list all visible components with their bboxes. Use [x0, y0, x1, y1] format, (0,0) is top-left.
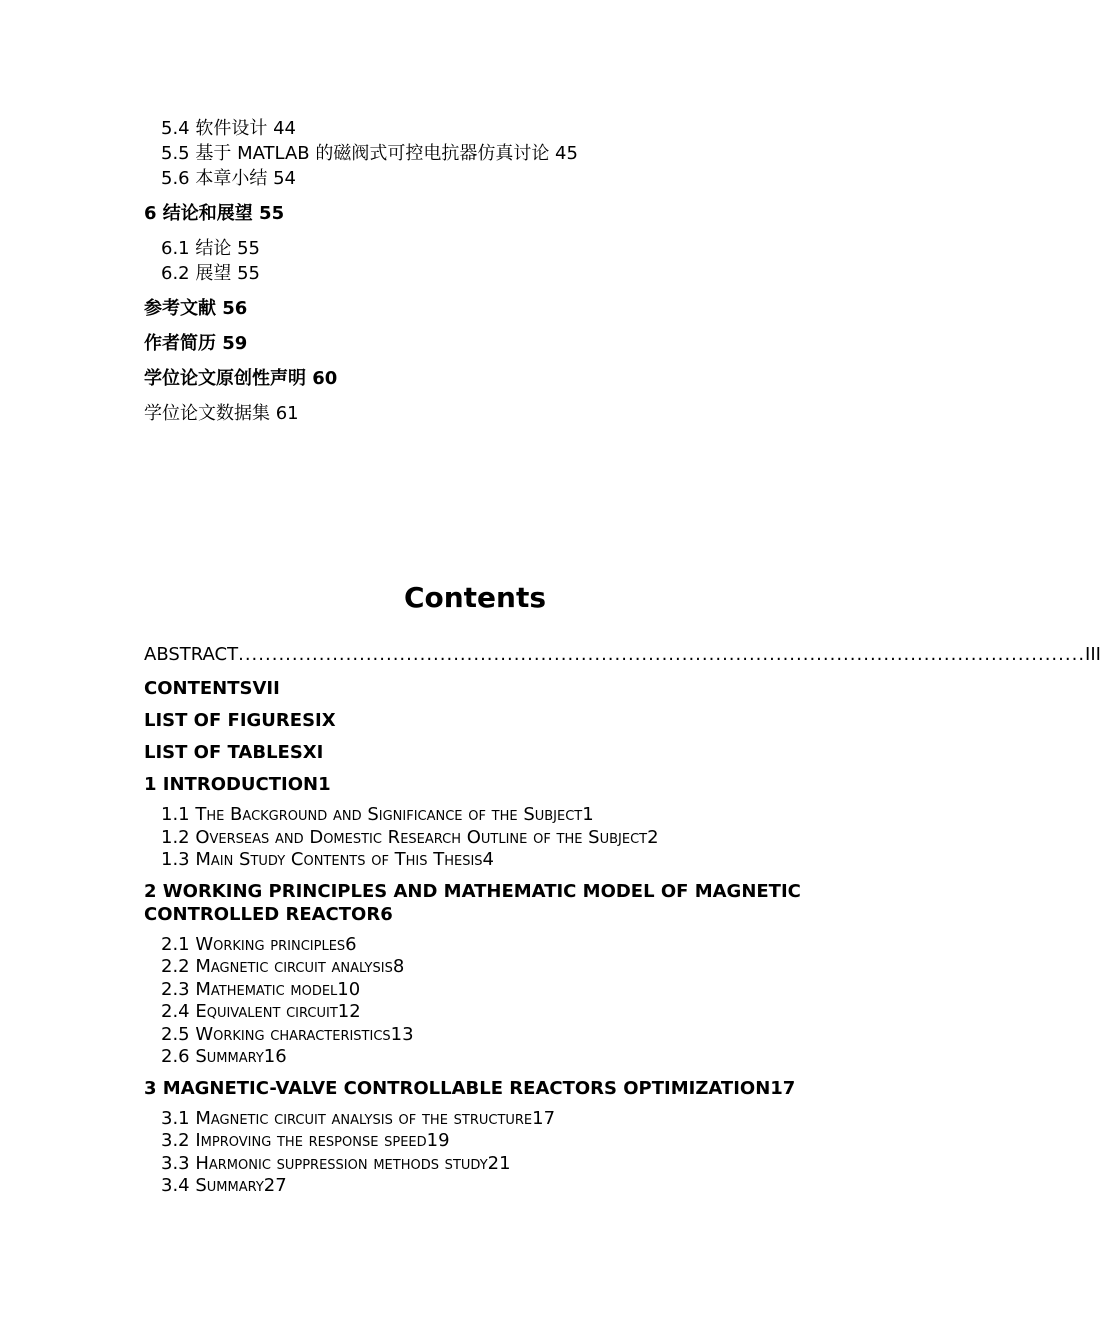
toc-dot-leader: ..............................................................................................................................	[238, 644, 1086, 665]
toc-entry: 3.3 Harmonic suppression methods study21	[161, 1152, 511, 1174]
toc-entry: 3.4 Summary27	[161, 1175, 287, 1196]
toc-chapter: LIST OF FIGURESIX	[144, 710, 336, 731]
toc-entry: 1.3 Main Study Contents of This Thesis4	[161, 849, 494, 870]
toc-chapter: 作者简历 59	[144, 333, 248, 354]
toc-chapter: 学位论文数据集 61	[144, 403, 299, 424]
toc-entry: 3.1 Magnetic circuit analysis of the structure17	[161, 1107, 556, 1129]
toc-chapter: 2 WORKING PRINCIPLES AND MATHEMATIC MODEL OF MAGNETIC CONTROLLED REACTOR6	[144, 880, 801, 925]
toc-chapter: 6 结论和展望 55	[144, 203, 285, 224]
toc-entry: 5.5 基于 MATLAB 的磁阀式可控电抗器仿真讨论 45	[161, 143, 578, 164]
toc-entry: 1.2 Overseas and Domestic Research Outline of the Subject2	[161, 826, 659, 848]
toc-entry: 2.5 Working characteristics13	[161, 1023, 414, 1045]
toc-chapter: 参考文献 56	[144, 298, 248, 319]
toc-entry: 1.1 The Background and Significance of the Subject1	[161, 804, 594, 825]
toc-chapter: 3 MAGNETIC-VALVE CONTROLLABLE REACTORS OPTIMIZATION17	[144, 1077, 796, 1099]
toc-abstract-label: ABSTRACT	[144, 644, 239, 665]
toc-entry: 6.1 结论 55	[161, 238, 260, 259]
toc-abstract-row	[144, 642, 1101, 668]
toc-entry: 5.6 本章小结 54	[161, 168, 296, 189]
toc-abstract-page: III	[1085, 644, 1101, 665]
toc-entry: 2.3 Mathematic model10	[161, 978, 361, 1000]
toc-chapter: 学位论文原创性声明 60	[144, 368, 338, 389]
toc-entry: 2.2 Magnetic circuit analysis8	[161, 956, 405, 977]
toc-chapter: CONTENTSVII	[144, 678, 280, 699]
toc-entry: 2.4 Equivalent circuit12	[161, 1001, 361, 1022]
toc-entry: 5.4 软件设计 44	[161, 118, 296, 139]
toc-entry: 6.2 展望 55	[161, 263, 260, 284]
toc-chapter: 1 INTRODUCTION1	[144, 774, 331, 795]
toc-chapter: LIST OF TABLESXI	[144, 742, 324, 763]
toc-entry: 3.2 Improving the response speed19	[161, 1130, 450, 1151]
toc-entry: 2.1 Working principles6	[161, 933, 357, 955]
chinese-toc	[144, 116, 824, 426]
contents-title: Contents	[403, 581, 547, 614]
english-toc	[144, 642, 1101, 1198]
toc-entry: 2.6 Summary16	[161, 1046, 287, 1067]
